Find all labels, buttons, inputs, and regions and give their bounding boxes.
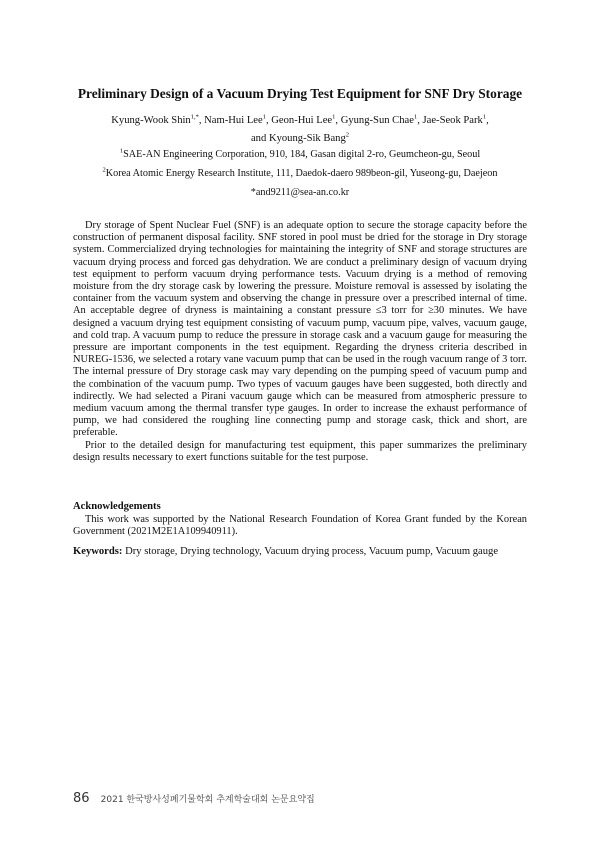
author-separator: , xyxy=(486,115,489,126)
author: Geon-Hui Lee xyxy=(271,115,333,126)
author: Jae-Seok Park xyxy=(422,115,483,126)
affiliation-1 xyxy=(40,149,560,160)
author: Gyung-Sun Chae xyxy=(340,115,414,126)
author-separator: , xyxy=(335,115,341,126)
author-affil-mark: 2 xyxy=(345,131,349,139)
keywords-text: Dry storage, Drying technology, Vacuum drying process, Vacuum pump, Vacuum gauge xyxy=(122,546,499,557)
conference-name: 2021 한국방사성폐기물학회 추계학술대회 논문요약집 xyxy=(100,795,315,805)
author-affil-mark: 1,* xyxy=(190,113,199,121)
abstract-paragraph: Prior to the detailed design for manufacturing test equipment, this paper summarizes the preliminary design results necessary to exert functions suitable for the test purpose. xyxy=(73,439,527,463)
corresponding-email: *and9211@sea-an.co.kr xyxy=(250,187,350,198)
paper-title: Preliminary Design of a Vacuum Drying Test Equipment for SNF Dry Storage xyxy=(77,86,523,101)
affiliation-2 xyxy=(40,168,560,179)
author-line-2 xyxy=(40,130,560,148)
author: Kyung-Wook Shin xyxy=(111,115,191,126)
author-affil-mark: 1 xyxy=(482,113,487,121)
author: Nam-Hui Lee xyxy=(204,115,263,126)
author-separator: , xyxy=(198,115,205,126)
page-number: 86 xyxy=(73,791,90,806)
acknowledgements-heading: Acknowledgements xyxy=(73,501,161,512)
affiliation-mark: 2 xyxy=(102,166,106,174)
keywords-line xyxy=(73,546,527,557)
acknowledgements-text: This work was supported by the National Research Foundation of Korea Grant funded by the Korean Government (2021M2E1A109940911). xyxy=(73,514,527,538)
author-affil-mark: 1 xyxy=(332,113,336,121)
keywords-label: Keywords: xyxy=(73,546,123,557)
author-block xyxy=(40,112,560,148)
author-separator: , xyxy=(417,115,423,126)
affiliation-text: SAE-AN Engineering Corporation, 910, 184, Gasan digital 2-ro, Geumcheon-gu, Seoul xyxy=(123,149,481,160)
abstract-body xyxy=(73,220,527,464)
abstract-paragraph: Dry storage of Spent Nuclear Fuel (SNF) is an adequate option to secure the storage capacity before the construction of permanent disposal facility. SNF stored in pool must be dried for the storage in Dry storage system. Commercialized drying technologies for maintaining the integrity of SNF and storage structures are vacuum drying process and forced gas dehydration. We are conduct a preliminary design of vacuum drying test equipment to perform vacuum drying performance tests. Vacuum drying is a method of removing moisture from the dry storage cask by lowering the pressure. Moisture removal is assessed by isolating the container from the vacuum system and observing the change in pressure over a prescribed internal of time. An acceptable degree of dryness is maintaining a constant pressure ≤3 torr for ≥30 minutes. We have designed a vacuum drying test equipment consisting of vacuum pump, vacuum pipe, valves, vacuum gauge, and cold trap. A vacuum pump to reduce the pressure in storage cask and a vacuum gauge for measuring the pressure are important components in the test equipment. Regarding the dryness criteria described in NUREG-1536, we selected a rotary vane vacuum pump that can be used in the rough vacuum range of 3 torr. The internal pressure of Dry storage cask may vary depending on the pumping speed of vacuum pump and the combination of the vacuum pump. Two types of vacuum gauges have been suggested, both directly and indirectly. We had selected a Pirani vacuum gauge which can be measured from atmospheric pressure to medium vacuum among the thermal transfer type gauges. In order to increase the exhaust performance of pump, we had considered the roughing line connecting pump and storage cask, thick and short, are preferable. xyxy=(73,220,527,439)
author-separator: , xyxy=(265,115,272,126)
author-conjunction: and xyxy=(250,133,269,144)
affiliation-mark: 1 xyxy=(119,147,124,155)
author-affil-mark: 1 xyxy=(262,113,266,121)
author: Kyoung-Sik Bang xyxy=(268,133,346,144)
author-affil-mark: 1 xyxy=(413,113,418,121)
affiliation-text: Korea Atomic Energy Research Institute, 111, Daedok-daero 989beon-gil, Yuseong-gu, Daejeon xyxy=(105,168,498,179)
page-footer xyxy=(73,787,315,806)
author-line-1 xyxy=(40,112,560,130)
